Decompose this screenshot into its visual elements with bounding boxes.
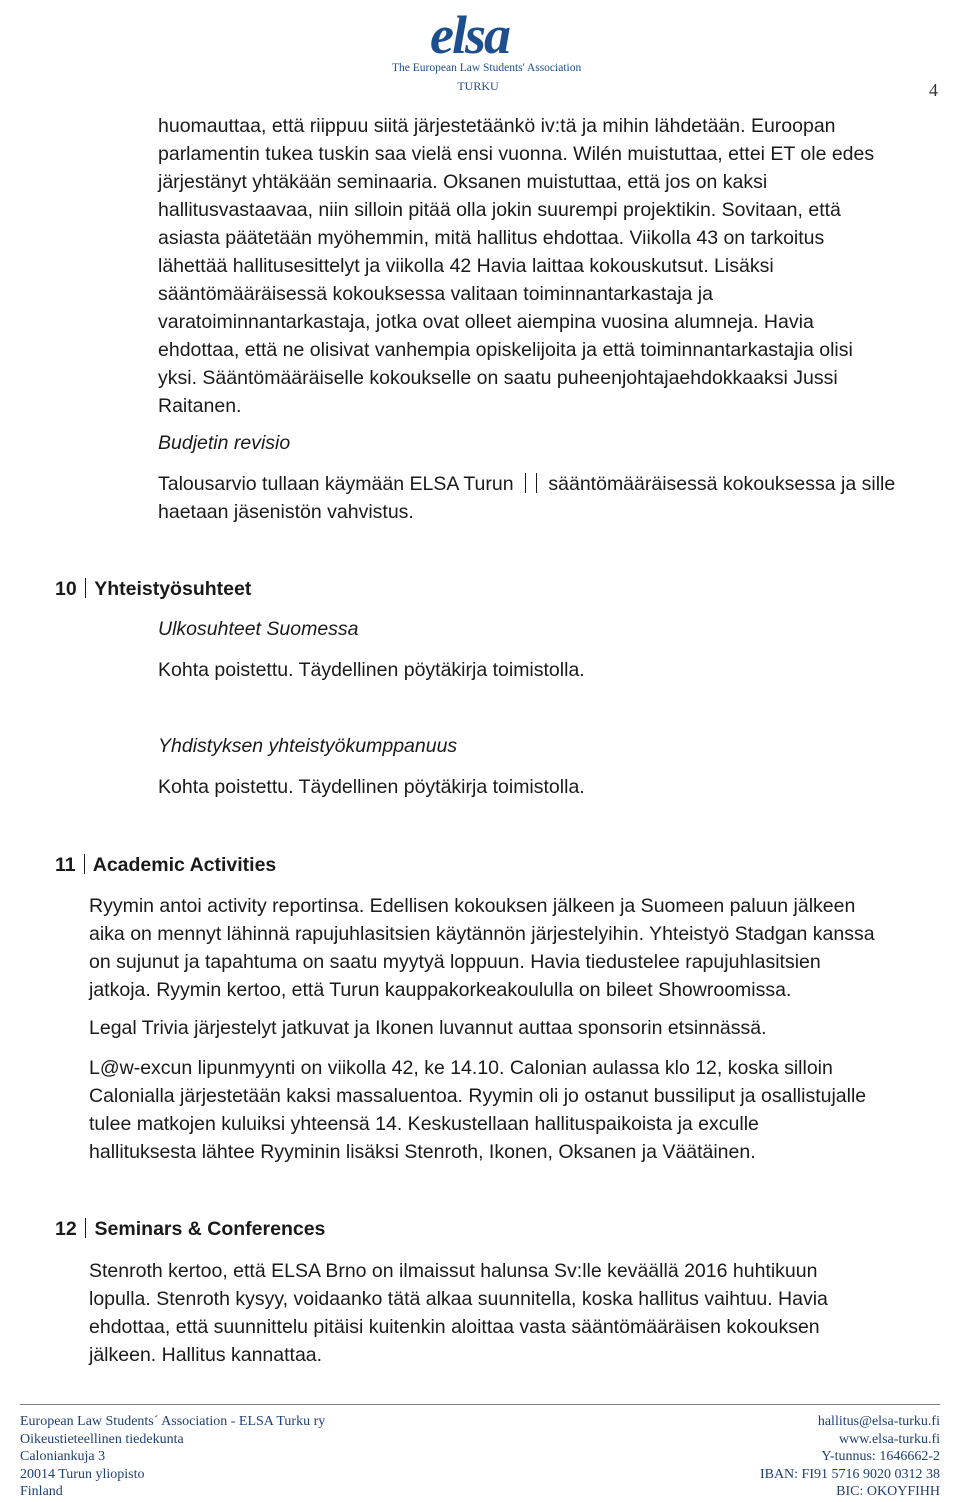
section-number: 12 [55,1218,77,1240]
footer-bic: BIC: OKOYFIHH [836,1484,940,1500]
text-line: sääntömääräisessä kokouksessa valitaan toiminnantarkastaja ja [158,283,713,305]
text-line: ehdottaa, että ne olisivat vanhempia opiskelijoita ja että toiminnantarkastajia olisi [158,339,853,361]
text-line: asiasta päätetään myöhemmin, mitä hallitus ehdottaa. Viikolla 43 on tarkoitus [158,227,825,249]
text-line: ehdottaa, että suunnittelu pitäisi kuitenkin aloittaa vasta sääntömääräisen kokouksen [89,1316,820,1338]
text-line: jälkeen. Hallitus kannattaa. [89,1344,323,1366]
page-footer [20,1404,940,1500]
text-line: Stenroth kertoo, että ELSA Brno on ilmaissut halunsa Sv:lle keväällä 2016 huhtikuun [89,1260,818,1282]
section-title: Seminars & Conferences [94,1218,326,1240]
footer-country: Finland [20,1484,63,1500]
footer-faculty: Oikeustieteellinen tiedekunta [20,1431,184,1447]
section-title: Academic Activities [92,854,277,876]
text-line: järjestänyt yhtäkään seminaaria. Oksanen muistuttaa, että jos on kaksi [158,171,768,193]
text-line: hallitusvastaavaa, niin silloin pitää olla jokin suurempi projektikin. Sovitaan, että [158,199,841,221]
text-line: yksi. Sääntömääräiselle kokoukselle on saatu puheenjohtajaehdokkaaksi Jussi [158,367,838,389]
text-line: Legal Trivia järjestelyt jatkuvat ja Ikonen luvannut auttaa sponsorin etsinnässä. [89,1017,767,1039]
academic-paragraph-3 [89,1054,939,1166]
section-title: Yhteistyösuhteet [94,578,252,600]
text-line: Ryymin antoi activity reportinsa. Edellisen kokouksen jälkeen ja Suomeen paluun jälkeen [89,895,856,917]
missing-glyph [85,578,86,598]
partnerships-subheading: Yhdistyksen yhteistyökumppanuus [158,735,458,757]
logo-subtitle: The European Law Students' Association [392,62,582,74]
text-line: parlamentin tukea tuskin saa vielä ensi vuonna. Wilén muistuttaa, ettei ET ole edes [158,143,875,165]
text-line: varatoiminnantarkastaja, jotka ovat olleet aiempina vuosina alumneja. Havia [158,311,814,333]
logo-city: TURKU [457,79,499,93]
academic-paragraph-1 [89,892,939,1004]
text-line: lähettää hallitusesittelyt ja viikolla 42 Havia laittaa kokouskutsut. Lisäksi [158,255,774,277]
partnerships-text: Kohta poistettu. Täydellinen pöytäkirja toimistolla. [158,776,585,798]
text-line [158,470,938,498]
footer-address [20,1413,325,1501]
footer-business-id: Y-tunnus: 1646662-2 [821,1449,940,1465]
foreign-relations-subheading: Ulkosuhteet Suomessa [158,618,359,640]
section-number: 11 [55,854,76,876]
page-number: 4 [929,80,938,100]
section-11-heading [55,854,276,877]
footer-street: Caloniankuja 3 [20,1449,106,1465]
section-10-heading [55,578,251,601]
elsa-logo [388,4,582,94]
footer-email: hallitus@elsa-turku.fi [817,1414,940,1429]
logo-wordmark: elsa [430,5,509,65]
footer-website: www.elsa-turku.fi [839,1431,940,1447]
text-line: Raitanen. [158,395,242,417]
text-line: aika on mennyt lähinnä rapujuhlasitsien käytännön järjestelyihin. Yhteistyö Stadgan kanssa [89,923,875,945]
section-12-heading [55,1218,325,1241]
academic-paragraph-2 [89,1014,939,1042]
budget-paragraph [158,470,938,526]
text-line: lopulla. Stenroth kysyy, voidaanko tätä alkaa suunnitella, koska hallitus vaihtuu. Havia [89,1288,828,1310]
intro-paragraph [158,112,938,420]
text-fragment: Talousarvio tullaan käymään ELSA Turun [158,473,514,495]
text-line: jatkoja. Ryymin kertoo, että Turun kauppakorkeakoululla on bileet Showroomissa. [89,979,792,1001]
text-line: Calonialla järjestetään kaksi massaluentoa. Ryymin oli jo ostanut bussiliput ja osallistujalle [89,1085,867,1107]
footer-iban: IBAN: FI91 5716 9020 0312 38 [759,1466,940,1482]
text-line: huomauttaa, että riippuu siitä järjestetäänkö iv:tä ja mihin lähdetään. Euroopan [158,115,836,137]
footer-postal: 20014 Turun yliopisto [20,1466,145,1482]
text-line: on sujunut ja tapahtuma on saatu myytyä loppuun. Havia tiedustelee rapujuhlasitsien [89,951,821,973]
text-line: hallituksesta lähtee Ryyminin lisäksi Stenroth, Ikonen, Oksanen ja Väätäinen. [89,1141,756,1163]
missing-glyph [84,854,85,874]
seminars-paragraph [89,1257,939,1369]
footer-contact [760,1413,940,1501]
text-line: L@w-excun lipunmyynti on viikolla 42, ke 14.10. Calonian aulassa klo 12, koska silloin [89,1057,833,1079]
budget-subheading: Budjetin revisio [158,432,291,454]
text-line: haetaan jäsenistön vahvistus. [158,501,414,523]
missing-glyph [85,1218,86,1238]
section-number: 10 [55,578,77,600]
foreign-relations-text: Kohta poistettu. Täydellinen pöytäkirja toimistolla. [158,659,585,681]
text-fragment: sääntömääräisessä kokouksessa ja sille [548,473,896,495]
footer-org-name: European Law Students´ Association - ELSA Turku ry [20,1414,326,1429]
text-line: tulee matkojen kuluiksi yhteensä 14. Keskustellaan hallituspaikoista ja exculle [89,1113,759,1135]
missing-glyph [525,473,537,493]
